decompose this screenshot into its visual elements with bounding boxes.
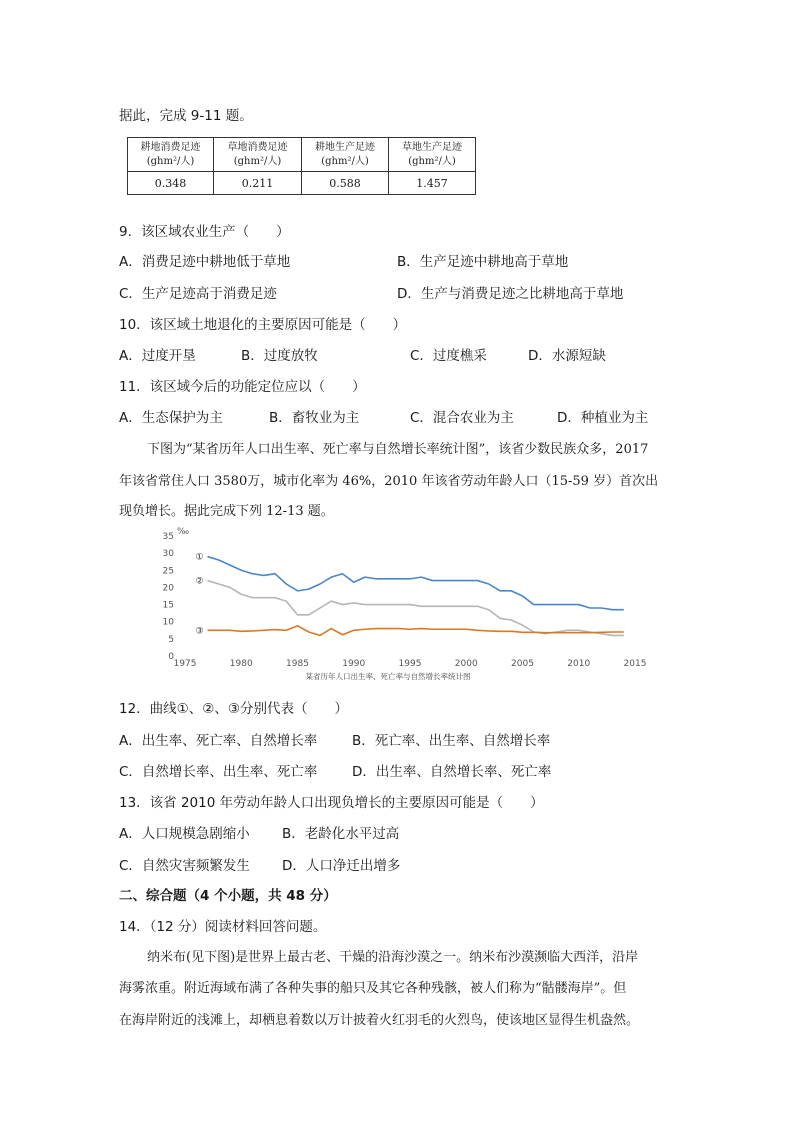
- q14-para-line: 在海岸附近的浅滩上，却栖息着数以万计披着火红羽毛的火烈鸟，使该地区显得生机盎然。: [119, 1013, 640, 1028]
- q10-option-b[interactable]: B．过度放牧: [241, 348, 318, 364]
- q12-stem: 12．曲线①、②、③分别代表（ ）: [119, 701, 348, 717]
- q13-option-d[interactable]: D．人口净迁出增多: [282, 858, 401, 874]
- population-rate-chart: [150, 522, 670, 684]
- q10-stem: 10．该区域土地退化的主要原因可能是（ ）: [119, 317, 407, 333]
- table-header-cell: 耕地消费足迹 (ghm²/人): [128, 138, 214, 172]
- y-tick-label: 0: [168, 652, 174, 662]
- x-tick-label: 1980: [229, 659, 253, 669]
- q9-option-b[interactable]: B．生产足迹中耕地高于草地: [397, 254, 569, 270]
- footprint-table: [127, 137, 476, 195]
- x-tick-label: 2010: [567, 659, 591, 669]
- q13-option-c[interactable]: C．自然灾害频繁发生: [119, 858, 250, 874]
- q10-option-a[interactable]: A．过度开垦: [119, 348, 196, 364]
- q9-option-d[interactable]: D．生产与消费足迹之比耕地高于草地: [397, 286, 624, 302]
- x-tick-label: 2015: [623, 659, 647, 669]
- table-cell: 0.211: [214, 172, 302, 195]
- y-unit-label: ‰: [177, 527, 190, 537]
- q14-para-line: 纳米布(见下图)是世界上最古老、干燥的沿海沙漠之一。纳米布沙漠濒临大西洋，沿岸: [147, 950, 639, 965]
- q9-stem: 9．该区域农业生产（ ）: [119, 224, 290, 240]
- table-cell: 0.588: [302, 172, 389, 195]
- q12-option-b[interactable]: B．死亡率、出生率、自然增长率: [352, 733, 551, 749]
- series-line: [208, 581, 624, 636]
- q11-stem: 11．该区域今后的功能定位应以（ ）: [119, 379, 366, 395]
- q11-option-c[interactable]: C．混合农业为主: [410, 410, 514, 426]
- q11-option-d[interactable]: D．种植业为主: [557, 410, 649, 426]
- table-cell: 1.457: [389, 172, 476, 195]
- chart-caption: 某省历年人口出生率、死亡率与自然增长率统计图: [305, 672, 471, 681]
- intro-12-13-line: 年该省常住人口 3580万，城市化率为 46%，2010 年该省劳动年龄人口（15-59 岁）首次出: [119, 474, 659, 489]
- x-tick-label: 2000: [454, 659, 478, 669]
- q12-option-a[interactable]: A．出生率、死亡率、自然增长率: [119, 733, 318, 749]
- x-tick-label: 2005: [511, 659, 534, 669]
- series-label: ②: [195, 576, 204, 587]
- x-tick-label: 1990: [342, 659, 366, 669]
- intro-12-13-line: 现负增长。据此完成下列 12-13 题。: [119, 504, 334, 519]
- table-cell: 0.348: [128, 172, 214, 195]
- q9-option-c[interactable]: C．生产足迹高于消费足迹: [119, 286, 277, 302]
- table-header-cell: 草地消费足迹 (ghm²/人): [214, 138, 302, 172]
- x-tick-label: 1975: [173, 659, 197, 669]
- y-tick-label: 15: [162, 600, 174, 611]
- x-tick-label: 1985: [286, 659, 309, 669]
- q11-option-b[interactable]: B．畜牧业为主: [269, 410, 360, 426]
- table-header-cell: 耕地生产足迹 (ghm²/人): [302, 138, 389, 172]
- x-tick-label: 1995: [398, 659, 422, 669]
- series-label: ①: [195, 552, 204, 563]
- q10-option-c[interactable]: C．过度樵采: [410, 348, 487, 364]
- table-header-cell: 草地生产足迹 (ghm²/人): [389, 138, 476, 172]
- q9-option-a[interactable]: A．消费足迹中耕地低于草地: [119, 254, 291, 270]
- y-tick-label: 5: [168, 634, 174, 645]
- y-tick-label: 35: [162, 532, 174, 542]
- intro-9-11: 据此，完成 9-11 题。: [119, 108, 253, 124]
- q12-option-d[interactable]: D．出生率、自然增长率、死亡率: [352, 764, 552, 780]
- y-tick-label: 20: [162, 583, 174, 594]
- section-heading: 二、综合题（4 个小题，共 48 分）: [119, 888, 337, 904]
- series-label: ③: [195, 626, 204, 637]
- intro-12-13-line: 下图为“某省历年人口出生率、死亡率与自然增长率统计图”，该省少数民族众多，2017: [147, 442, 649, 457]
- q13-option-b[interactable]: B．老龄化水平过高: [282, 826, 400, 842]
- q14-stem: 14．（12 分）阅读材料回答问题。: [119, 919, 327, 935]
- series-line: [208, 557, 624, 610]
- q12-option-c[interactable]: C．自然增长率、出生率、死亡率: [119, 764, 318, 780]
- q11-option-a[interactable]: A．生态保护为主: [119, 410, 223, 426]
- y-tick-label: 10: [162, 617, 174, 628]
- q13-option-a[interactable]: A．人口规模急剧缩小: [119, 826, 250, 842]
- y-tick-label: 30: [162, 549, 174, 560]
- q14-para-line: 海雾浓重。附近海域布满了各种失事的船只及其它各种残骸，被人们称为“骷髅海岸”。但: [119, 981, 627, 996]
- q10-option-d[interactable]: D．水源短缺: [528, 348, 606, 364]
- y-tick-label: 25: [162, 566, 174, 577]
- q13-stem: 13．该省 2010 年劳动年龄人口出现负增长的主要原因可能是（ ）: [119, 795, 544, 811]
